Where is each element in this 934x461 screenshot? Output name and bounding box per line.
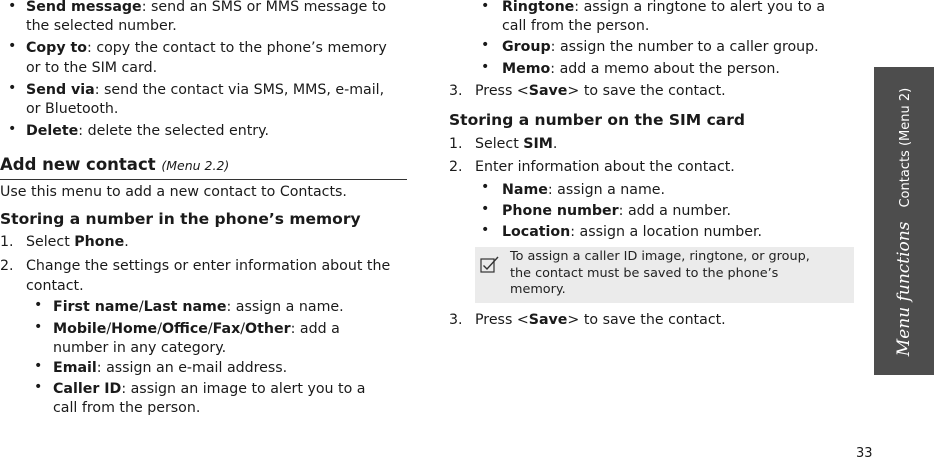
subheading-sim-card: Storing a number on the SIM card: [449, 111, 745, 129]
sim-step-1-number: 1.: [449, 136, 463, 152]
field-categories: Mobile/Home/Office/Fax/Other: add a: [53, 321, 340, 337]
note-text: To assign a caller ID image, ringtone, or group, the contact must be saved to the phone’s memory.: [510, 249, 810, 297]
field-email: Email: assign an e-mail address.: [53, 360, 288, 376]
option-copy-to: Copy to: copy the contact to the phone’s memory: [26, 40, 387, 56]
bullet-mark: •: [34, 358, 43, 374]
field-ringtone-cont: call from the person.: [502, 18, 650, 34]
sim-field-location: Location: assign a location number.: [502, 224, 763, 240]
bullet-mark: •: [481, 59, 490, 75]
bullet-mark: •: [481, 179, 490, 195]
option-copy-to-cont: or to the SIM card.: [26, 60, 158, 76]
sim-step-3-number: 3.: [449, 312, 463, 328]
bullet-mark: •: [481, 222, 490, 238]
step-2-number: 2.: [0, 258, 14, 274]
field-categories-cont: number in any category.: [53, 340, 227, 356]
sim-step-2-number: 2.: [449, 159, 463, 175]
sim-field-name: Name: assign a name.: [502, 182, 666, 198]
section-divider: [0, 179, 407, 180]
field-caller-id-cont: call from the person.: [53, 400, 201, 416]
bullet-mark: •: [8, 0, 17, 14]
bullet-mark: •: [34, 379, 43, 395]
bullet-mark: •: [481, 201, 490, 217]
section-intro: Use this menu to add a new contact to Contacts.: [0, 184, 347, 200]
option-send-message-cont: the selected number.: [26, 18, 177, 34]
note-check-icon: [480, 256, 500, 273]
field-ringtone: Ringtone: assign a ringtone to alert you to a: [502, 0, 826, 15]
field-memo: Memo: add a memo about the person.: [502, 61, 780, 77]
sim-step-3-save: Press <Save> to save the contact.: [475, 312, 726, 328]
step-1-select-phone: Select Phone.: [26, 234, 129, 250]
page-number: 33: [856, 446, 873, 461]
field-first-last-name: First name/Last name: assign a name.: [53, 299, 344, 315]
step-2-text: Change the settings or enter information about the: [26, 258, 391, 274]
section-tab-label: Menu functionsContacts (Menu 2): [894, 87, 914, 357]
note-box: [475, 247, 854, 303]
subheading-phone-memory: Storing a number in the phone’s memory: [0, 210, 361, 228]
field-group: Group: assign the number to a caller group.: [502, 39, 819, 55]
bullet-mark: •: [481, 0, 490, 14]
bullet-mark: •: [34, 319, 43, 335]
option-delete: Delete: delete the selected entry.: [26, 123, 269, 139]
sim-step-2-text: Enter information about the contact.: [475, 159, 735, 175]
step-3-save: Press <Save> to save the contact.: [475, 83, 726, 99]
step-2-text-cont: contact.: [26, 278, 84, 294]
bullet-mark: •: [8, 38, 17, 54]
section-title-add-new-contact: Add new contact (Menu 2.2): [0, 155, 230, 174]
option-send-via-cont: or Bluetooth.: [26, 101, 119, 117]
field-caller-id: Caller ID: assign an image to alert you to a: [53, 381, 366, 397]
bullet-mark: •: [34, 297, 43, 313]
step-1-number: 1.: [0, 234, 14, 250]
step-3-number: 3.: [449, 83, 463, 99]
sim-step-1-select-sim: Select SIM.: [475, 136, 558, 152]
option-send-message: Send message: send an SMS or MMS message to: [26, 0, 387, 15]
bullet-mark: •: [8, 121, 17, 137]
bullet-mark: •: [481, 37, 490, 53]
sim-field-phone-number: Phone number: add a number.: [502, 203, 731, 219]
bullet-mark: •: [8, 80, 17, 96]
option-send-via: Send via: send the contact via SMS, MMS, e-mail,: [26, 82, 385, 98]
